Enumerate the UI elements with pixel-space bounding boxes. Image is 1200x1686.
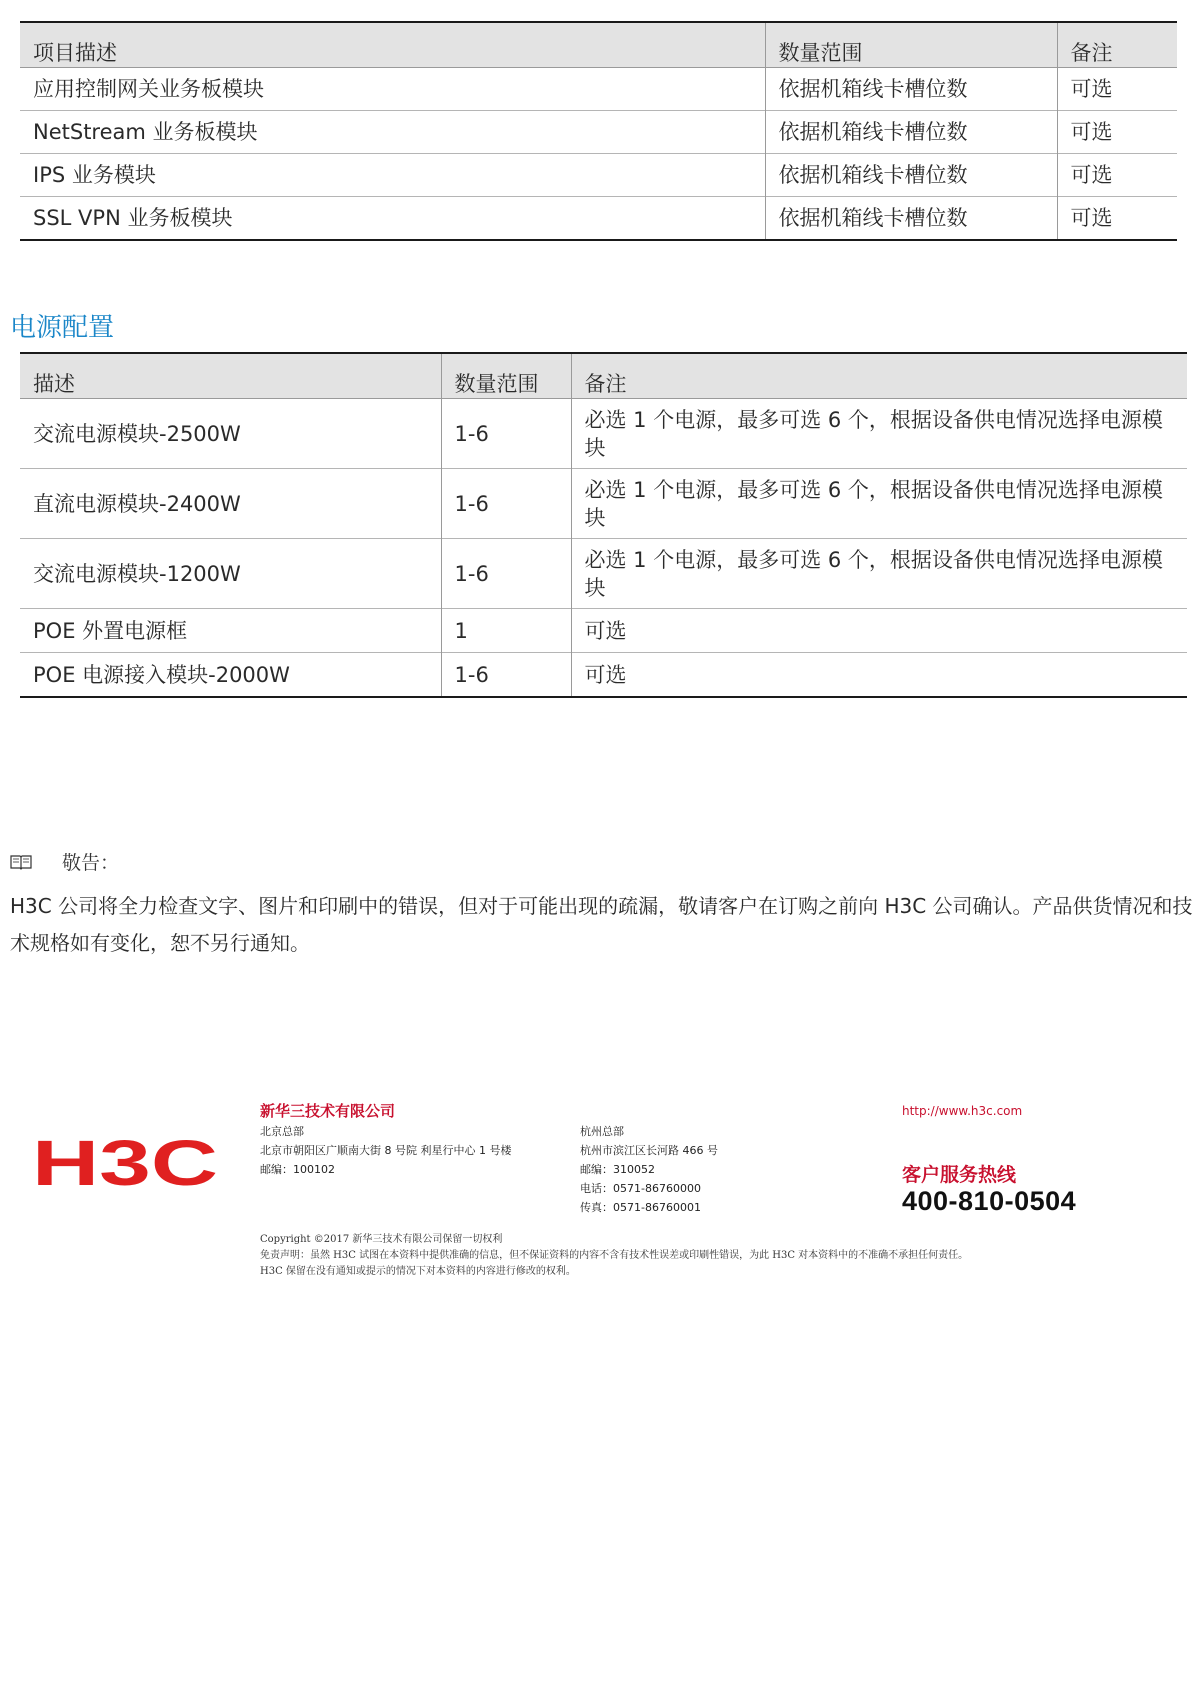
table-row xyxy=(20,609,1187,653)
hangzhou-hq-block xyxy=(580,1122,718,1217)
table-cell: 必选 1 个电源，最多可选 6 个，根据设备供电情况选择电源模块 xyxy=(571,539,1187,609)
module-table xyxy=(20,21,1177,241)
table-row xyxy=(20,399,1187,469)
table-cell: 直流电源模块-2400W xyxy=(20,469,441,539)
logo-text: H3C xyxy=(32,1137,218,1191)
website-link[interactable]: http://www.h3c.com xyxy=(902,1104,1023,1118)
table-row xyxy=(20,539,1187,609)
table-cell: 交流电源模块-2500W xyxy=(20,399,441,469)
table-cell: 1 xyxy=(441,609,571,653)
table-cell: 交流电源模块-1200W xyxy=(20,539,441,609)
beijing-hq-block xyxy=(260,1122,511,1179)
hotline-number: 400-810-0504 xyxy=(902,1186,1077,1216)
table-row xyxy=(20,197,1177,241)
table-cell: 可选 xyxy=(1057,154,1177,197)
column-header: 备注 xyxy=(571,353,1187,399)
table-cell: 应用控制网关业务板模块 xyxy=(20,68,765,111)
table-cell: 依据机箱线卡槽位数 xyxy=(765,154,1057,197)
h3c-logo xyxy=(32,1137,222,1191)
hangzhou-hq-fax: 传真：0571-86760001 xyxy=(580,1201,701,1214)
hangzhou-hq-title: 杭州总部 xyxy=(580,1125,624,1138)
copyright-text: Copyright ©2017 新华三技术有限公司保留一切权利 xyxy=(260,1234,503,1245)
table-cell: SSL VPN 业务板模块 xyxy=(20,197,765,241)
table-cell: 1-6 xyxy=(441,469,571,539)
company-name: 新华三技术有限公司 xyxy=(260,1102,396,1120)
legal-block xyxy=(260,1232,968,1280)
hangzhou-hq-phone: 电话：0571-86760000 xyxy=(580,1182,701,1195)
hotline-label: 客户服务热线 xyxy=(902,1164,1017,1186)
disclaimer-text: 免责声明：虽然 H3C 试图在本资料中提供准确的信息，但不保证资料的内容不含有技术性误差或印刷性错误，为此 H3C 对本资料中的不准确不承担任何责任。 xyxy=(260,1250,969,1261)
table-cell: 必选 1 个电源，最多可选 6 个，根据设备供电情况选择电源模块 xyxy=(571,469,1187,539)
section-heading-power: 电源配置 xyxy=(10,313,115,343)
column-header: 数量范围 xyxy=(441,353,571,399)
beijing-hq-title: 北京总部 xyxy=(260,1125,304,1138)
table-header-row xyxy=(20,22,1177,68)
table-cell: 依据机箱线卡槽位数 xyxy=(765,197,1057,241)
notice-header xyxy=(10,848,119,875)
hangzhou-hq-postcode: 邮编：310052 xyxy=(580,1163,655,1176)
table-header-row xyxy=(20,353,1187,399)
table-cell: 可选 xyxy=(571,653,1187,698)
table-row xyxy=(20,68,1177,111)
table-cell: POE 电源接入模块-2000W xyxy=(20,653,441,698)
table-cell: POE 外置电源框 xyxy=(20,609,441,653)
table-row xyxy=(20,653,1187,698)
table-cell: NetStream 业务板模块 xyxy=(20,111,765,154)
table-row xyxy=(20,469,1187,539)
table-cell: 可选 xyxy=(1057,68,1177,111)
column-header: 备注 xyxy=(1057,22,1177,68)
table-row xyxy=(20,111,1177,154)
table-cell: 可选 xyxy=(1057,197,1177,241)
notice-body: H3C 公司将全力检查文字、图片和印刷中的错误，但对于可能出现的疏漏，敬请客户在订购之前向 H3C 公司确认。产品供货情况和技术规格如有变化，恕不另行通知。 xyxy=(10,894,1193,955)
column-header: 项目描述 xyxy=(20,22,765,68)
reserve-rights-text: H3C 保留在没有通知或提示的情况下对本资料的内容进行修改的权利。 xyxy=(260,1266,576,1277)
table-cell: 必选 1 个电源，最多可选 6 个，根据设备供电情况选择电源模块 xyxy=(571,399,1187,469)
table-cell: 可选 xyxy=(571,609,1187,653)
notice-title: 敬告： xyxy=(62,852,120,874)
table-cell: 1-6 xyxy=(441,539,571,609)
table-cell: 1-6 xyxy=(441,653,571,698)
table-row xyxy=(20,154,1177,197)
table-cell: 依据机箱线卡槽位数 xyxy=(765,68,1057,111)
hangzhou-hq-address: 杭州市滨江区长河路 466 号 xyxy=(580,1144,718,1157)
table-cell: 依据机箱线卡槽位数 xyxy=(765,111,1057,154)
column-header: 描述 xyxy=(20,353,441,399)
column-header: 数量范围 xyxy=(765,22,1057,68)
power-table xyxy=(20,352,1187,698)
beijing-hq-postcode: 邮编：100102 xyxy=(260,1163,335,1176)
beijing-hq-address: 北京市朝阳区广顺南大街 8 号院 利星行中心 1 号楼 xyxy=(260,1144,512,1157)
table-cell: IPS 业务模块 xyxy=(20,154,765,197)
table-cell: 可选 xyxy=(1057,111,1177,154)
book-icon xyxy=(10,854,32,870)
table-cell: 1-6 xyxy=(441,399,571,469)
